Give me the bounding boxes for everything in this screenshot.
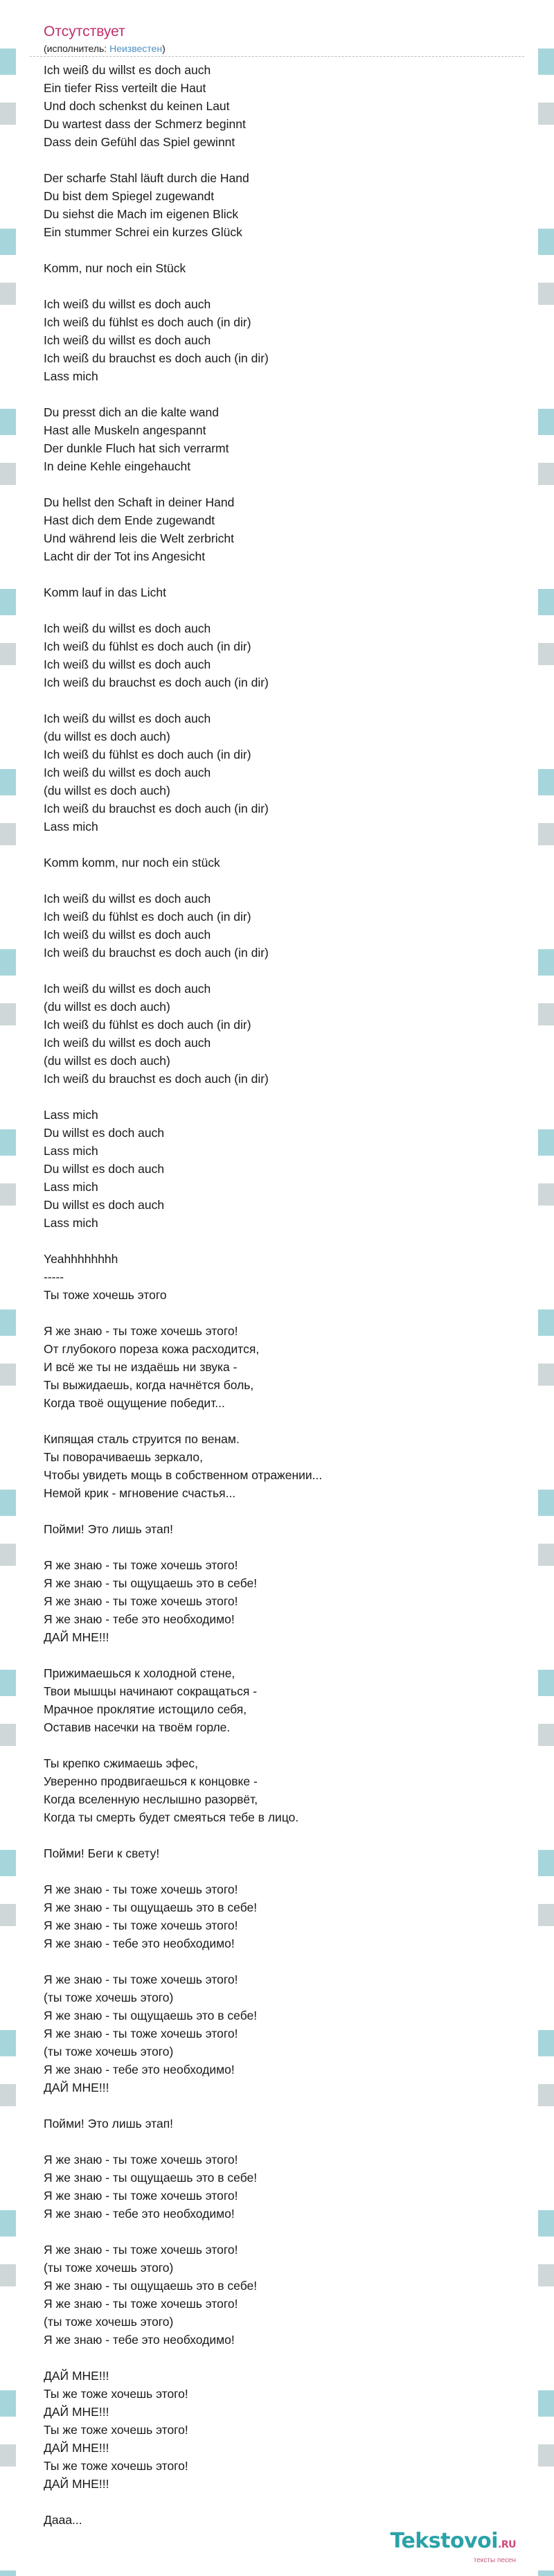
lyrics-stanza (44, 2511, 524, 2529)
lyrics-line: Я же знаю - ты ощущаешь это в себе! (44, 2171, 258, 2185)
lyrics-line: Я же знаю - ты тоже хочешь этого! (44, 2153, 238, 2167)
lyrics-line: Der dunkle Fluch hat sich verrarmt (44, 441, 229, 455)
lyrics-line: Ты тоже хочешь этого (44, 1288, 167, 1302)
lyrics-line: Я же знаю - ты тоже хочешь этого! (44, 1594, 238, 1608)
lyrics-line: ДАЙ МНЕ!!! (44, 2441, 109, 2455)
lyrics-line: Ich weiß du fühlst es doch auch (in dir) (44, 910, 251, 924)
lyrics-line: Komm, nur noch ein Stück (44, 261, 186, 275)
lyrics-line: Немой крик - мгновение счастья... (44, 1486, 236, 1500)
lyrics-line: Я же знаю - ты тоже хочешь этого! (44, 2189, 238, 2203)
lyrics-line: Я же знаю - ты тоже хочешь этого! (44, 2243, 238, 2257)
lyrics-line: Я же знаю - тебе это необходимо! (44, 1612, 235, 1626)
lyrics-line: Чтобы увидеть мощь в собственном отражении... (44, 1468, 323, 1482)
lyrics-line: Я же знаю - ты тоже хочешь этого! (44, 1918, 238, 1932)
lyrics-stanza (44, 980, 524, 1088)
lyrics-line: Ich weiß du fühlst es doch auch (in dir) (44, 315, 251, 329)
lyrics-line: Я же знаю - ты тоже хочешь этого! (44, 1558, 238, 1572)
performer-suffix: ) (162, 43, 166, 54)
lyrics-stanza (44, 854, 524, 872)
lyrics-line: Пойми! Это лишь этап! (44, 1522, 174, 1536)
lyrics-stanza (44, 295, 524, 385)
lyrics-line: Мрачное проклятие истощило себя, (44, 1702, 247, 1716)
lyrics-line: ДАЙ МНЕ!!! (44, 2081, 109, 2094)
lyrics-line: Ich weiß du willst es doch auch (44, 928, 211, 942)
lyrics-line: Lass mich (44, 1108, 98, 1122)
lyrics-line: Оставив насечки на твоём горле. (44, 1720, 231, 1734)
lyrics-line: Komm lauf in das Licht (44, 585, 167, 599)
lyrics-line: Я же знаю - ты ощущаешь это в себе! (44, 2279, 258, 2293)
lyrics-line: Ты же тоже хочешь этого! (44, 2423, 188, 2437)
lyrics-line: Ich weiß du fühlst es doch auch (in dir) (44, 1018, 251, 1032)
artist-link[interactable]: Неизвестен (109, 43, 163, 54)
lyrics-line: Ich weiß du brauchst es doch auch (in dir) (44, 946, 269, 960)
lyrics-line: Я же знаю - тебе это необходимо! (44, 2063, 235, 2076)
lyrics-stanza (44, 709, 524, 836)
lyrics-line: Lass mich (44, 1216, 98, 1230)
lyrics-line: Я же знаю - ты ощущаешь это в себе! (44, 1900, 258, 1914)
lyrics-line: Твои мышцы начинают сокращаться - (44, 1684, 258, 1698)
lyrics-stanza (44, 2241, 524, 2349)
lyrics-line: Ты же тоже хочешь этого! (44, 2459, 188, 2473)
lyrics-stanza (44, 583, 524, 601)
lyrics-line: Ich weiß du brauchst es doch auch (in dir) (44, 351, 269, 365)
lyrics-stanza (44, 61, 524, 151)
lyrics-line: (ты тоже хочешь этого) (44, 2045, 174, 2058)
lyrics-stanza (44, 1520, 524, 1538)
lyrics-line: ДАЙ МНЕ!!! (44, 1630, 109, 1644)
lyrics-line: Я же знаю - ты тоже хочешь этого! (44, 2297, 238, 2311)
lyrics-line: Ich weiß du willst es doch auch (44, 1036, 211, 1050)
logo-tld: .RU (498, 2539, 516, 2550)
lyrics-line: Я же знаю - ты тоже хочешь этого! (44, 2027, 238, 2040)
lyrics-line: Ich weiß du brauchst es doch auch (in dir) (44, 1072, 269, 1086)
lyrics-stanza (44, 1322, 524, 1412)
site-logo[interactable] (390, 2529, 516, 2553)
lyrics-stanza (44, 1106, 524, 1232)
lyrics-line: Ich weiß du willst es doch auch (44, 712, 211, 725)
lyrics-stanza (44, 169, 524, 241)
lyrics-line: Lass mich (44, 1144, 98, 1158)
lyrics-line: Ich weiß du willst es doch auch (44, 982, 211, 996)
lyrics-stanza (44, 890, 524, 962)
lyrics-line: Ich weiß du fühlst es doch auch (in dir) (44, 748, 251, 761)
lyrics-line: Und während leis die Welt zerbricht (44, 531, 234, 545)
lyrics-line: Hast alle Muskeln angespannt (44, 423, 206, 437)
lyrics-line: (ты тоже хочешь этого) (44, 2261, 174, 2275)
lyrics-text (44, 61, 524, 2529)
lyrics-stanza (44, 1754, 524, 1826)
lyrics-line: ----- (44, 1270, 64, 1284)
lyrics-stanza (44, 259, 524, 277)
lyrics-line: Я же знаю - ты ощущаешь это в себе! (44, 2009, 258, 2022)
lyrics-line: Пойми! Это лишь этап! (44, 2117, 174, 2131)
lyrics-line: Ich weiß du willst es doch auch (44, 621, 211, 635)
lyrics-line: Lass mich (44, 820, 98, 833)
lyrics-stanza (44, 1880, 524, 1952)
lyrics-line: Я же знаю - ты ощущаешь это в себе! (44, 1576, 258, 1590)
lyrics-line: Ты же тоже хочешь этого! (44, 2387, 188, 2401)
lyrics-line: Du willst es doch auch (44, 1162, 165, 1176)
lyrics-line: Кипящая сталь струится по венам. (44, 1432, 240, 1446)
lyrics-line: И всё же ты не издаёшь ни звука - (44, 1360, 238, 1374)
lyrics-line: Когда твоё ощущение победит... (44, 1396, 225, 1410)
lyrics-line: Ты крепко сжимаешь эфес, (44, 1756, 199, 1770)
lyrics-line: Lass mich (44, 369, 98, 383)
background-band-right (539, 0, 554, 2576)
lyrics-line: Komm komm, nur noch ein stück (44, 856, 220, 870)
lyrics-stanza (44, 2151, 524, 2223)
lyrics-line: Когда вселенную неслышно разорвёт, (44, 1792, 258, 1806)
lyrics-line: Du willst es doch auch (44, 1198, 165, 1212)
lyrics-line: Ты выжидаешь, когда начнётся боль, (44, 1378, 254, 1392)
lyrics-line: Я же знаю - ты тоже хочешь этого! (44, 1324, 238, 1338)
lyrics-line: Ты поворачиваешь зеркало, (44, 1450, 204, 1464)
lyrics-line: Du presst dich an die kalte wand (44, 405, 219, 419)
lyrics-stanza (44, 2115, 524, 2133)
lyrics-line: Ich weiß du willst es doch auch (44, 892, 211, 906)
lyrics-line: Ein stummer Schrei ein kurzes Glück (44, 225, 242, 239)
lyrics-line: Hast dich dem Ende zugewandt (44, 513, 215, 527)
lyrics-stanza (44, 1556, 524, 1646)
lyrics-line: (du willst es doch auch) (44, 784, 170, 797)
lyrics-line: Ich weiß du fühlst es doch auch (in dir) (44, 639, 251, 653)
lyrics-line: Lass mich (44, 1180, 98, 1194)
lyrics-stanza (44, 1664, 524, 1736)
lyrics-line: ДАЙ МНЕ!!! (44, 2477, 109, 2491)
lyrics-line: Ich weiß du willst es doch auch (44, 297, 211, 311)
lyrics-line: Du bist dem Spiegel zugewandt (44, 189, 215, 203)
lyrics-line: Ich weiß du willst es doch auch (44, 63, 211, 77)
logo-main-text: Tekstovoi (390, 2529, 499, 2553)
lyrics-line: Пойми! Беги к свету! (44, 1846, 160, 1860)
lyrics-stanza (44, 619, 524, 691)
lyrics-line: Я же знаю - тебе это необходимо! (44, 1937, 235, 1950)
lyrics-stanza (44, 1250, 524, 1304)
song-title: Отсутствует (44, 24, 125, 39)
lyrics-line: (du willst es doch auch) (44, 1054, 170, 1068)
logo-tagline: тексты песен (473, 2557, 516, 2564)
lyrics-line: Du hellst den Schaft in deiner Hand (44, 495, 235, 509)
lyrics-line: Ich weiß du willst es doch auch (44, 333, 211, 347)
lyrics-line: Yeahhhhhhhh (44, 1252, 118, 1266)
lyrics-line: Я же знаю - ты тоже хочешь этого! (44, 1973, 238, 1986)
lyrics-line: Ich weiß du brauchst es doch auch (in dir) (44, 676, 269, 689)
lyrics-line: Прижимаешься к холодной стене, (44, 1666, 235, 1680)
song-header (30, 24, 524, 57)
lyrics-stanza (44, 1844, 524, 1862)
lyrics-stanza (44, 493, 524, 565)
lyrics-line: Du willst es doch auch (44, 1126, 165, 1140)
lyrics-line: Я же знаю - тебе это необходимо! (44, 2333, 235, 2347)
lyrics-stanza (44, 1970, 524, 2097)
performer-prefix: (исполнитель: (44, 43, 110, 54)
performer-line (44, 43, 524, 54)
lyrics-stanza (44, 2367, 524, 2493)
lyrics-stanza (44, 1430, 524, 1502)
lyrics-line: Ein tiefer Riss verteilt die Haut (44, 81, 206, 95)
lyrics-line: ДАЙ МНЕ!!! (44, 2369, 109, 2383)
lyrics-line: Ich weiß du brauchst es doch auch (in dir) (44, 802, 269, 815)
lyrics-line: Я же знаю - тебе это необходимо! (44, 2207, 235, 2221)
lyrics-line: Ich weiß du willst es doch auch (44, 766, 211, 779)
lyrics-line: Du siehst die Mach im eigenen Blick (44, 207, 239, 221)
lyrics-line: In deine Kehle eingehaucht (44, 459, 191, 473)
lyrics-line: Und doch schenkst du keinen Laut (44, 99, 230, 113)
lyrics-stanza (44, 403, 524, 475)
lyrics-line: (du willst es doch auch) (44, 730, 170, 743)
lyrics-line: Ich weiß du willst es doch auch (44, 658, 211, 671)
lyrics-line: Der scharfe Stahl läuft durch die Hand (44, 171, 249, 185)
lyrics-line: Уверенно продвигаешься к концовке - (44, 1774, 258, 1788)
lyrics-line: (ты тоже хочешь этого) (44, 1991, 174, 2004)
lyrics-line: Когда ты смерть будет смеяться тебе в лицо. (44, 1810, 299, 1824)
background-band-left (0, 0, 15, 2576)
lyrics-line: (ты тоже хочешь этого) (44, 2315, 174, 2329)
lyrics-line: Dass dein Gefühl das Spiel gewinnt (44, 135, 235, 149)
lyrics-line: (du willst es doch auch) (44, 1000, 170, 1014)
lyrics-line: Дааа... (44, 2513, 82, 2527)
lyrics-line: От глубокого пореза кожа расходится, (44, 1342, 260, 1356)
lyrics-line: Lacht dir der Tot ins Angesicht (44, 549, 206, 563)
lyrics-line: ДАЙ МНЕ!!! (44, 2405, 109, 2419)
lyrics-card (16, 0, 538, 2576)
lyrics-line: Я же знаю - ты тоже хочешь этого! (44, 1882, 238, 1896)
lyrics-line: Du wartest dass der Schmerz beginnt (44, 117, 246, 131)
